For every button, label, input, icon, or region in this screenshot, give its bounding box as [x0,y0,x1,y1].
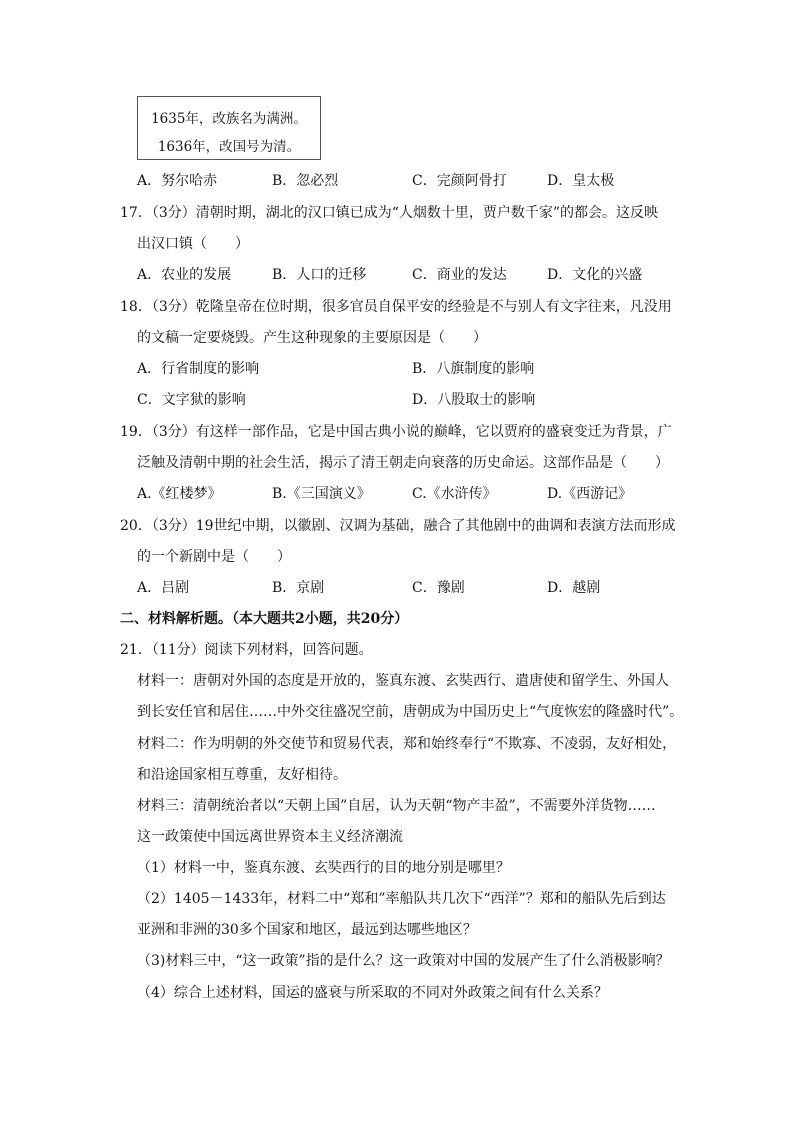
q17-option-b: B．人口的迁移 [272,267,367,283]
q18-option-b: B．八旗制度的影响 [412,361,535,377]
q20-option-b: B．京剧 [272,580,325,596]
q18-line-2: 的文稿一定要烧毁。产生这种现象的主要原因是（ ） [137,330,487,346]
q21-material-3-line-2: 这一政策使中国远离世界资本主义经济潮流 [137,829,403,845]
q16-option-c: C．完颜阿骨打 [412,173,507,189]
q17-option-d: D．文化的兴盛 [547,267,643,283]
q19-option-b: B.《三国演义》 [272,486,371,502]
q21-material-2-line-2: 和沿途国家相互尊重，友好相待。 [137,767,347,783]
q16-option-a: A．努尔哈赤 [137,173,218,189]
q18-line-1: 18．（3分）乾隆皇帝在位时期，很多官员自保平安的经验是不与别人有文字往来，凡没用 [120,299,672,315]
q20-option-d: D．越剧 [547,580,601,596]
q20-option-a: A．吕剧 [137,580,190,596]
q19-option-c: C.《水浒传》 [412,486,497,502]
q21-subquestion-2-line-2: 亚洲和非洲的30多个国家和地区，最远到达哪些地区？ [137,922,477,938]
q16-option-b: B．忽必烈 [272,173,339,189]
q19-option-a: A.《红楼梦》 [137,486,222,502]
q21-material-1-line-2: 到长安任官和居住……中外交往盛况空前，唐朝成为中国历史上“气度恢宏的隆盛时代”。 [137,704,684,720]
q18-option-d: D．八股取士的影响 [412,392,536,408]
q21-material-3-line-1: 材料三：清朝统治者以“天朝上国”自居，认为天朝“物产丰盈”，不需要外洋货物…… [137,798,656,814]
q20-line-1: 20．（3分）19世纪中期，以徽剧、汉调为基础，融合了其他剧中的曲调和表演方法而形成 [120,518,676,534]
q19-option-d: D.《西游记》 [547,486,633,502]
q18-option-c: C．文字狱的影响 [137,392,246,408]
q18-option-a: A．行省制度的影响 [137,361,260,377]
q17-option-c: C．商业的发达 [412,267,507,283]
q17-line-1: 17．（3分）清朝时期，湖北的汉口镇已成为“人烟数十里，贾户数千家”的都会。这反映 [120,205,659,221]
quote-line-2: 1636年，改国号为清。 [157,139,301,155]
quote-line-1: 1635年，改族名为满洲。 [151,111,307,127]
q19-line-2: 泛触及清朝中期的社会生活，揭示了清王朝走向衰落的历史命运。这部作品是（ ） [137,455,669,471]
q21-subquestion-1: （1）材料一中，鉴真东渡、玄奘西行的目的地分别是哪里？ [137,860,510,876]
q21-subquestion-4: （4）综合上述材料，国运的盛衰与所采取的不同对外政策之间有什么关系？ [137,985,608,1001]
q20-line-2: 的一个新剧中是（ ） [137,549,291,565]
section-2-heading: 二、材料解析题。（本大题共2小题，共20分） [120,611,409,627]
q19-line-1: 19．（3分）有这样一部作品，它是中国古典小说的巅峰，它以贾府的盛衰变迁为背景，广 [120,424,672,440]
quote-box [137,96,321,160]
q21-material-2-line-1: 材料二：作为明朝的外交使节和贸易代表，郑和始终奉行“不欺寡、不凌弱，友好相处， [137,736,677,752]
q17-option-a: A．农业的发展 [137,267,232,283]
q20-option-c: C．豫剧 [412,580,465,596]
q21-intro: 21．（11分）阅读下列材料，回答问题。 [120,642,373,658]
q17-line-2: 出汉口镇（ ） [137,236,249,252]
q21-subquestion-3: （3)材料三中，“这一政策”指的是什么？这一政策对中国的发展产生了什么消极影响？ [137,953,670,969]
q21-material-1-line-1: 材料一：唐朝对外国的态度是开放的，鉴真东渡、玄奘西行、遣唐使和留学生、外国人 [137,673,669,689]
q21-subquestion-2-line-1: （2）1405－1433年，材料二中“郑和”率船队共几次下“西洋”？郑和的船队先后到达 [137,891,666,907]
q16-option-d: D．皇太极 [547,173,615,189]
